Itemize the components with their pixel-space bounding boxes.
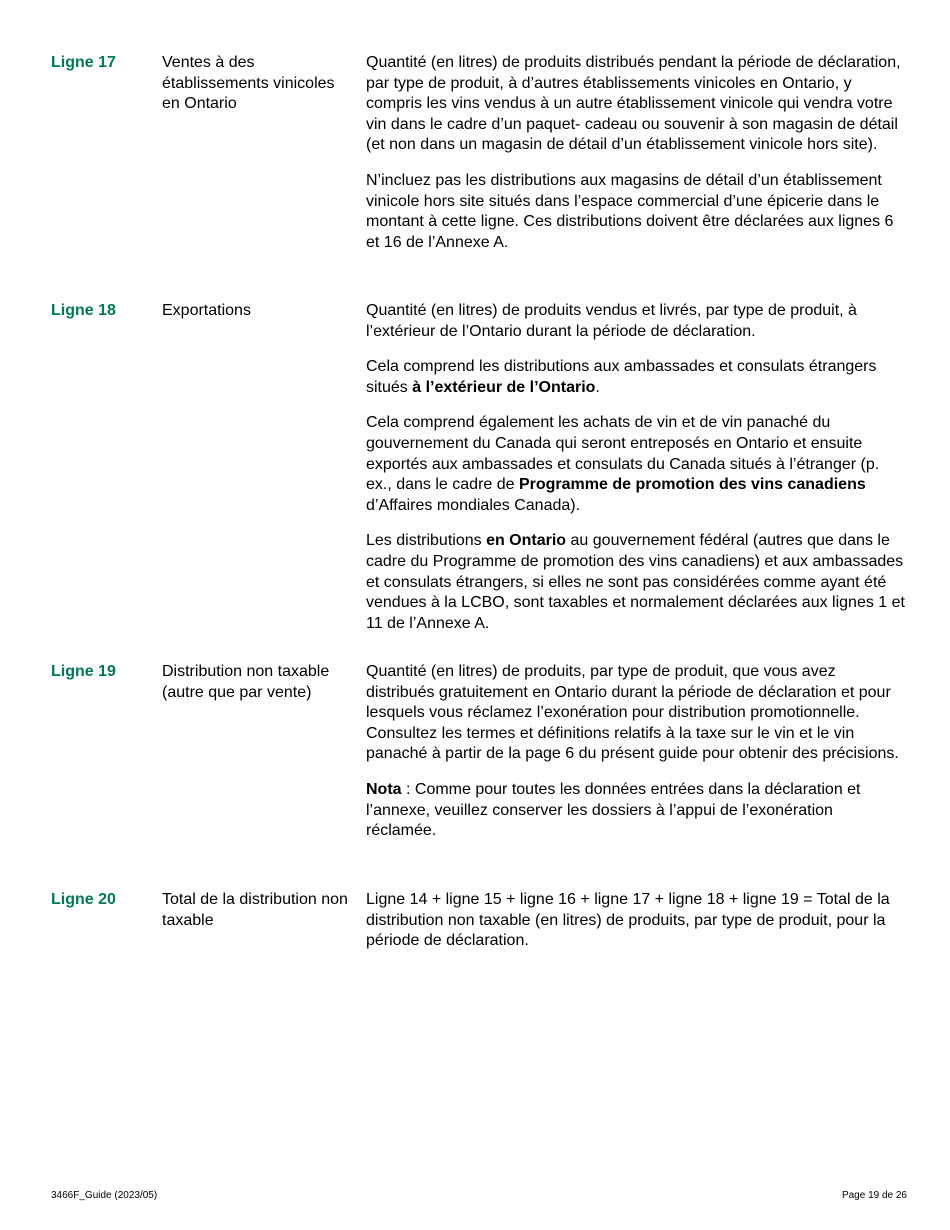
paragraph (366, 780, 906, 842)
line-description (366, 890, 906, 952)
text-run: Cela comprend également les achats de vin et de vin panaché du gouvernement du Canada qui seront entreposés en Ontario et ensuite exportés aux ambassades et consulats du Canada situés à l’étranger (p. ex., dans le cadre de (366, 414, 880, 494)
line-number: Ligne 20 (51, 891, 116, 908)
bold-text: en Ontario (486, 532, 567, 550)
text-run: au gouvernement fédéral (autres que dans le cadre du Programme de promotion des vins canadiens) et aux ambassades et consulats étrangers, si elles ne sont pas considérées comme ayant été vendues à la LCBO, sont taxables et normalement déclarées aux lignes 1 et 11 de l’Annexe A. (366, 532, 905, 632)
bold-text: à l’extérieur de l’Ontario (412, 378, 596, 396)
paragraph: Quantité (en litres) de produits distribués pendant la période de déclaration, par type de produit, à d’autres établissements vinicoles en Ontario, y compris les vins vendus à un autre établissement vinicole qui vendra votre vin dans le cadre d’un paquet- cadeau ou souvenir à son magasin de détail (et non dans un magasin de détail d’un établissement vinicole hors site). (366, 54, 901, 154)
footer-page-number: Page 19 de 26 (841, 1190, 907, 1201)
text-run: Les distributions (366, 532, 487, 550)
line-number: Ligne 19 (51, 663, 116, 680)
paragraph: Quantité (en litres) de produits vendus et livrés, par type de produit, à l’extérieur de l’Ontario durant la période de déclaration. (366, 302, 857, 340)
line-title: Total de la distribution non taxable (162, 891, 348, 929)
text-run: : Comme pour toutes les données entrées dans la déclaration et l’annexe, veuillez conserver les dossiers à l’appui de l’exonération réclamée. (366, 780, 861, 840)
line-number: Ligne 17 (51, 54, 116, 71)
line-number: Ligne 18 (51, 302, 116, 319)
line-title: Distribution non taxable (autre que par vente) (162, 663, 330, 701)
paragraph (366, 531, 906, 634)
line-description (366, 53, 906, 253)
footer-form-id: 3466F_Guide (2023/05) (51, 1190, 158, 1201)
paragraph (366, 413, 906, 516)
paragraph (366, 357, 906, 398)
text-run: d’Affaires mondiales Canada). (366, 496, 581, 514)
bold-text: Programme de promotion des vins canadiens (518, 476, 866, 494)
text-run: . (595, 378, 600, 396)
paragraph: Quantité (en litres) de produits, par type de produit, que vous avez distribués gratuitement en Ontario durant la période de déclaration et pour lesquels vous réclamez l’exonération pour distribution promotionnelle. Consultez les termes et définitions relatifs à la taxe sur le vin et le vin panaché à partir de la page 6 du présent guide pour obtenir des précisions. (366, 663, 899, 763)
paragraph: Ligne 14 + ligne 15 + ligne 16 + ligne 17 + ligne 18 + ligne 19 = Total de la distribution non taxable (en litres) de produits, par type de produit, pour la période de déclaration. (366, 891, 890, 950)
paragraph: N’incluez pas les distributions aux magasins de détail d’un établissement vinicole hors site situés dans l’espace commercial d’une épicerie dans le montant à cette ligne. Ces distributions doivent être déclarées aux lignes 6 et 16 de l’Annexe A. (366, 171, 894, 251)
text-run: Cela comprend les distributions aux ambassades et consulats étrangers situés (366, 358, 877, 396)
line-title: Ventes à des établissements vinicoles en Ontario (162, 54, 335, 113)
line-description (366, 301, 906, 634)
line-title: Exportations (162, 302, 251, 319)
bold-text: Nota (366, 780, 402, 798)
line-description (366, 662, 906, 842)
